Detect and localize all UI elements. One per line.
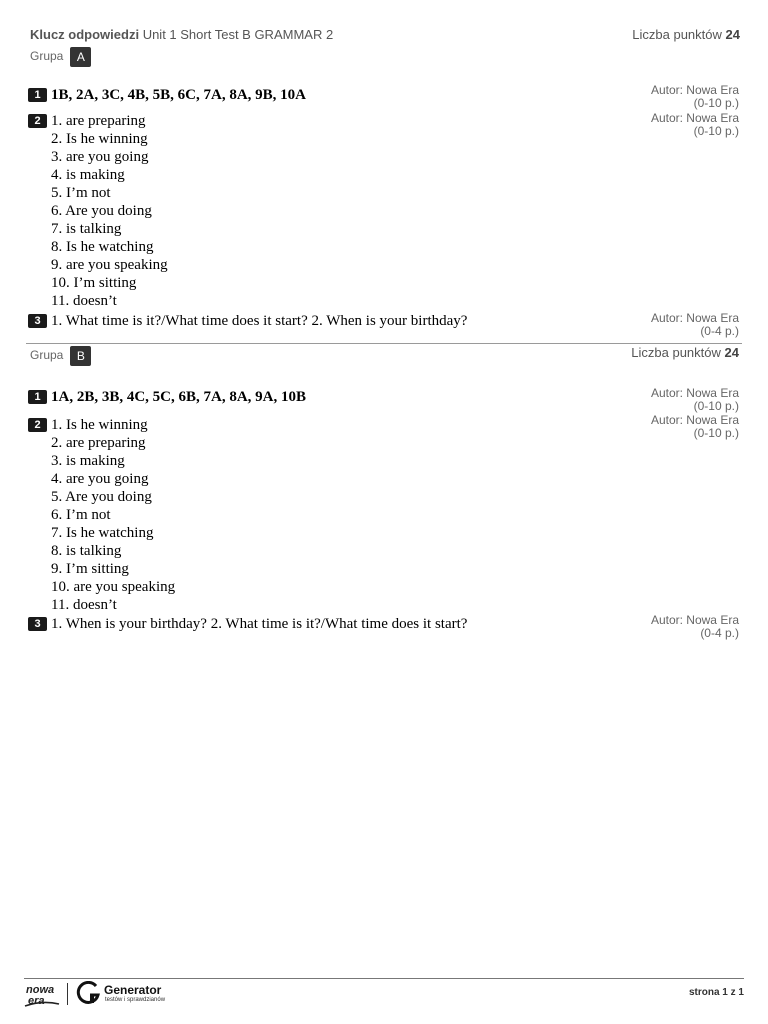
points-total bbox=[632, 27, 740, 42]
answer-list bbox=[28, 416, 175, 614]
document-title bbox=[30, 27, 333, 42]
list-item: 3. is making bbox=[51, 453, 125, 469]
list-item: 8. Is he watching bbox=[51, 239, 154, 255]
points-range: (0-4 p.) bbox=[700, 626, 739, 640]
question-answer: 1. What time is it?/What time does it start? 2. When is your birthday? bbox=[51, 313, 468, 329]
group-divider bbox=[26, 343, 742, 344]
author-text: Autor: Nowa Era bbox=[650, 83, 739, 97]
points-range: (0-10 p.) bbox=[693, 426, 739, 440]
group-b-q3-author bbox=[651, 614, 739, 640]
test-name: Unit 1 Short Test B GRAMMAR 2 bbox=[142, 27, 334, 42]
author-text: Autor: Nowa Era bbox=[650, 386, 739, 400]
question-number-badge: 2 bbox=[28, 114, 47, 128]
answer-text: 1. are preparing bbox=[51, 113, 146, 129]
group-a-q1-author bbox=[651, 84, 739, 110]
points-label: Liczba punktów bbox=[631, 345, 721, 360]
list-item bbox=[28, 416, 175, 434]
points-value: 24 bbox=[724, 345, 739, 360]
list-item bbox=[28, 112, 168, 130]
question-number-badge: 2 bbox=[28, 418, 47, 432]
answer-key-label: Klucz odpowiedzi bbox=[30, 27, 140, 42]
group-b-question-2 bbox=[28, 416, 175, 614]
generator-name: Generator bbox=[104, 983, 162, 997]
list-item: 5. Are you doing bbox=[51, 489, 152, 505]
question-number-badge: 1 bbox=[28, 390, 47, 404]
nowa-era-logo bbox=[24, 982, 60, 1008]
group-b-question-3 bbox=[28, 615, 467, 633]
points-range: (0-10 p.) bbox=[693, 124, 739, 138]
list-item: 8. is talking bbox=[51, 543, 122, 559]
logo-era-text: era bbox=[28, 995, 45, 1007]
author-text: Autor: Nowa Era bbox=[650, 311, 739, 325]
author-text: Autor: Nowa Era bbox=[650, 111, 739, 125]
list-item: 2. Is he winning bbox=[51, 131, 148, 147]
author-text: Autor: Nowa Era bbox=[650, 613, 739, 627]
group-b-question-1 bbox=[28, 388, 306, 406]
group-b-label bbox=[30, 346, 91, 366]
group-badge: B bbox=[70, 346, 91, 366]
group-badge: A bbox=[70, 47, 91, 67]
group-a-label bbox=[30, 47, 91, 67]
points-range: (0-4 p.) bbox=[700, 324, 739, 338]
list-item: 9. are you speaking bbox=[51, 257, 168, 273]
generator-subtitle: testów i sprawdzianów bbox=[105, 997, 166, 1003]
footer-divider bbox=[24, 978, 744, 979]
logo-separator bbox=[67, 983, 68, 1005]
question-number-badge: 3 bbox=[28, 314, 47, 328]
group-b-q2-author bbox=[651, 414, 739, 440]
answer-list bbox=[28, 112, 168, 310]
group-label-text: Grupa bbox=[30, 49, 64, 64]
group-b-q1-author bbox=[651, 387, 739, 413]
list-item: 4. is making bbox=[51, 167, 125, 183]
group-a-question-1 bbox=[28, 86, 306, 104]
group-a-question-2 bbox=[28, 112, 168, 310]
list-item: 10. are you speaking bbox=[51, 579, 176, 595]
list-item: 2. are preparing bbox=[51, 435, 146, 451]
logo-nowa-text: nowa bbox=[26, 984, 55, 996]
question-number-badge: 1 bbox=[28, 88, 47, 102]
points-range: (0-10 p.) bbox=[693, 399, 739, 413]
group-b-points bbox=[631, 345, 739, 360]
answer-text: 1. Is he winning bbox=[51, 417, 148, 433]
group-a-q3-author bbox=[651, 312, 739, 338]
author-text: Autor: Nowa Era bbox=[650, 413, 739, 427]
list-item: 7. Is he watching bbox=[51, 525, 154, 541]
question-answer: 1. When is your birthday? 2. What time is it?/What time does it start? bbox=[51, 616, 468, 632]
list-item: 4. are you going bbox=[51, 471, 149, 487]
document-header bbox=[30, 27, 740, 45]
list-item: 11. doesn’t bbox=[51, 293, 117, 309]
points-range: (0-10 p.) bbox=[693, 96, 739, 110]
points-value: 24 bbox=[725, 27, 740, 42]
list-item: 3. are you going bbox=[51, 149, 149, 165]
group-a-q2-author bbox=[651, 112, 739, 138]
group-label-text: Grupa bbox=[30, 348, 64, 363]
list-item: 10. I’m sitting bbox=[51, 275, 137, 291]
points-label: Liczba punktów bbox=[632, 27, 722, 42]
list-item: 7. is talking bbox=[51, 221, 122, 237]
list-item: 6. Are you doing bbox=[51, 203, 152, 219]
list-item: 11. doesn’t bbox=[51, 597, 117, 613]
page-number: strona 1 z 1 bbox=[688, 987, 744, 998]
question-number-badge: 3 bbox=[28, 617, 47, 631]
list-item: 9. I’m sitting bbox=[51, 561, 129, 577]
question-answer: 1A, 2B, 3B, 4C, 5C, 6B, 7A, 8A, 9A, 10B bbox=[51, 389, 307, 405]
list-item: 6. I’m not bbox=[51, 507, 111, 523]
generator-logo-icon bbox=[76, 981, 102, 1005]
question-answer: 1B, 2A, 3C, 4B, 5B, 6C, 7A, 8A, 9B, 10A bbox=[51, 87, 307, 103]
list-item: 5. I’m not bbox=[51, 185, 111, 201]
group-a-question-3 bbox=[28, 312, 467, 330]
